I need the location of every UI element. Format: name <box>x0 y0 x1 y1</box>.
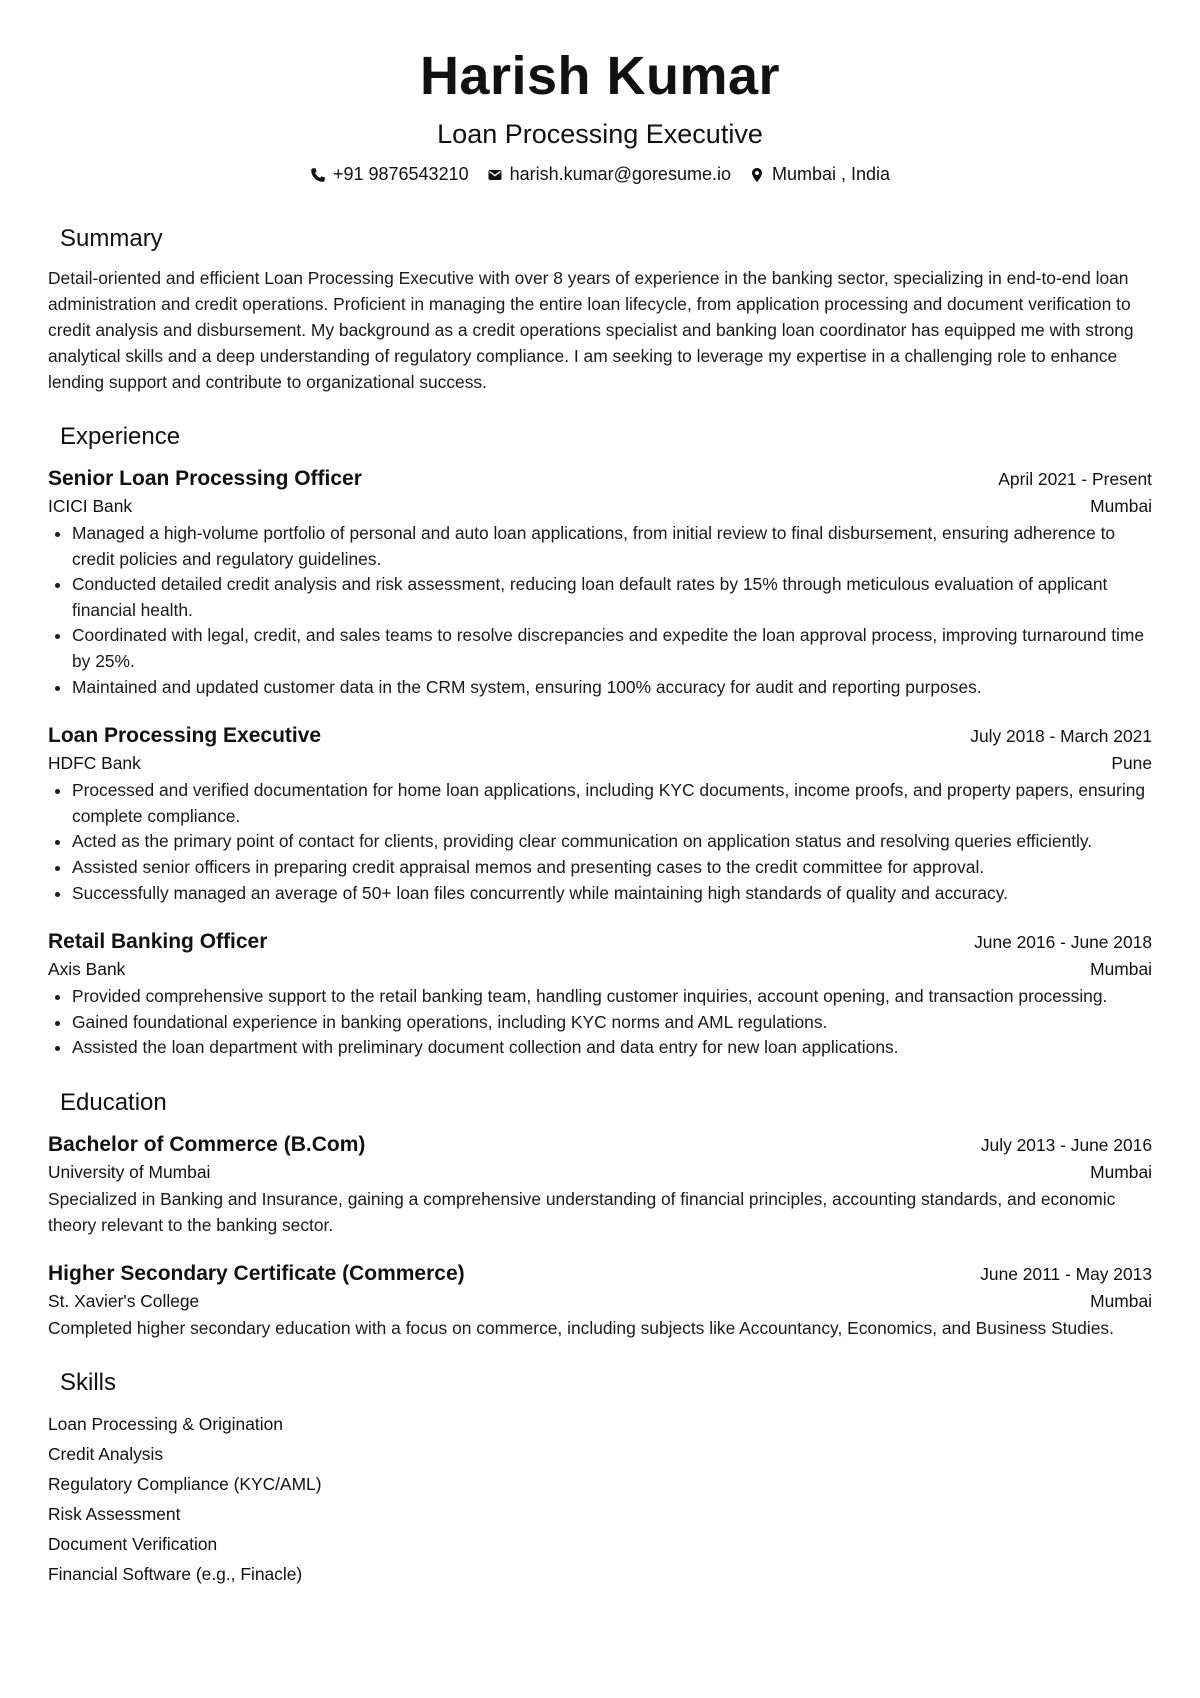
skill-item: Document Verification <box>48 1533 218 1554</box>
job-company: ICICI Bank <box>48 496 133 516</box>
job-bullets <box>48 984 1152 1061</box>
school-name: St. Xavier's College <box>48 1290 200 1311</box>
mail-icon <box>487 167 503 183</box>
contact-row <box>48 164 1152 185</box>
phone-icon <box>310 167 326 183</box>
experience-entry <box>48 722 1152 906</box>
job-dates: July 2018 - March 2021 <box>970 726 1152 747</box>
bullet-item: • Acted as the primary point of contact for clients, providing clear communication on application status and resolving queries efficiently. <box>72 829 1152 855</box>
bullet-item: • Provided comprehensive support to the retail banking team, handling customer inquiries, account opening, and transaction processing. <box>72 984 1152 1010</box>
phone-text: +91 9876543210 <box>332 164 469 184</box>
contact-location <box>749 164 890 185</box>
school-location: Mumbai <box>1090 1161 1152 1182</box>
bullet-item: • Processed and verified documentation for home loan applications, including KYC documents, income proofs, and property papers, ensuring complete compliance. <box>72 778 1152 829</box>
bullet-item: • Maintained and updated customer data in the CRM system, ensuring 100% accuracy for audit and reporting purposes. <box>72 675 1152 701</box>
skills-list <box>48 1409 1152 1589</box>
experience-section <box>48 421 1152 1061</box>
experience-entry <box>48 928 1152 1061</box>
job-dates: April 2021 - Present <box>998 469 1152 489</box>
degree-title: Bachelor of Commerce (B.Com) <box>48 1132 366 1156</box>
education-description: Completed higher secondary education with a focus on commerce, including subjects like Accountancy, Economics, and Business Studies. <box>48 1317 1114 1338</box>
degree-title: Higher Secondary Certificate (Commerce) <box>48 1261 465 1285</box>
skill-item: Loan Processing & Origination <box>48 1413 283 1434</box>
bullet-item: • Gained foundational experience in banking operations, including KYC norms and AML regulations. <box>72 1010 1152 1036</box>
location-text: Mumbai , India <box>771 164 891 184</box>
school-location: Mumbai <box>1090 1290 1152 1311</box>
education-dates: July 2013 - June 2016 <box>980 1134 1152 1155</box>
education-description: Specialized in Banking and Insurance, gaining a comprehensive understanding of financial principles, accounting standards, and economic theory relevant to the banking sector. <box>48 1188 1116 1235</box>
job-role: Retail Banking Officer <box>48 930 268 954</box>
candidate-name: Harish Kumar <box>419 46 781 106</box>
experience-heading: Experience <box>60 423 181 450</box>
job-role: Senior Loan Processing Officer <box>48 467 362 490</box>
summary-text: Detail-oriented and efficient Loan Processing Executive with over 8 years of experience in the banking sector, specializing in end-to-end loan administration and credit operations. Proficient in managing the entire loan lifecycle, from application processing and document verification to credit analysis and disbursement. My background as a credit operations specialist and banking loan coordinator has equipped me with strong analytical skills and a deep understanding of regulatory compliance. I am seeking to leverage my expertise in a challenging role to enhance lending support and contribute to organizational success. <box>48 268 1134 392</box>
job-location: Mumbai <box>1090 959 1152 980</box>
education-heading: Education <box>60 1088 167 1116</box>
skills-heading: Skills <box>60 1368 117 1396</box>
summary-section <box>48 223 1152 395</box>
skill-item: Regulatory Compliance (KYC/AML) <box>48 1473 322 1494</box>
job-company: HDFC Bank <box>48 753 141 774</box>
resume-header <box>48 0 1152 185</box>
email-text: harish.kumar@goresume.io <box>509 164 731 184</box>
education-entry <box>48 1260 1152 1341</box>
job-location: Pune <box>1111 753 1152 774</box>
candidate-title: Loan Processing Executive <box>437 119 763 149</box>
job-role: Loan Processing Executive <box>48 724 322 748</box>
job-location: Mumbai <box>1090 496 1152 516</box>
education-entry <box>48 1131 1152 1238</box>
job-bullets <box>48 521 1152 700</box>
education-dates: June 2011 - May 2013 <box>980 1263 1152 1284</box>
bullet-item: • Coordinated with legal, credit, and sales teams to resolve discrepancies and expedite the loan approval process, improving turnaround time by 25%. <box>72 623 1152 674</box>
bullet-item: • Assisted the loan department with preliminary document collection and data entry for new loan applications. <box>72 1035 1152 1061</box>
job-company: Axis Bank <box>48 959 126 980</box>
skill-item: Risk Assessment <box>48 1503 181 1524</box>
location-pin-icon <box>749 167 765 183</box>
experience-entry <box>48 465 1152 700</box>
bullet-item: • Conducted detailed credit analysis and risk assessment, reducing loan default rates by 15% through meticulous evaluation of applicant financial health. <box>72 572 1152 623</box>
bullet-item: • Assisted senior officers in preparing credit appraisal memos and presenting cases to the credit committee for approval. <box>72 855 1152 881</box>
education-section <box>48 1087 1152 1341</box>
contact-email <box>487 164 731 185</box>
skills-section <box>48 1367 1152 1589</box>
school-name: University of Mumbai <box>48 1161 211 1182</box>
skill-item: Financial Software (e.g., Finacle) <box>48 1563 303 1584</box>
summary-heading: Summary <box>60 225 163 252</box>
skill-item: Credit Analysis <box>48 1443 164 1464</box>
bullet-item: • Successfully managed an average of 50+ loan files concurrently while maintaining high standards of quality and accuracy. <box>72 881 1152 907</box>
job-dates: June 2016 - June 2018 <box>974 932 1152 953</box>
bullet-item: • Managed a high-volume portfolio of personal and auto loan applications, from initial review to final disbursement, ensuring adherence to credit policies and regulatory guidelines. <box>72 521 1152 572</box>
contact-phone <box>310 164 469 185</box>
job-bullets <box>48 778 1152 906</box>
